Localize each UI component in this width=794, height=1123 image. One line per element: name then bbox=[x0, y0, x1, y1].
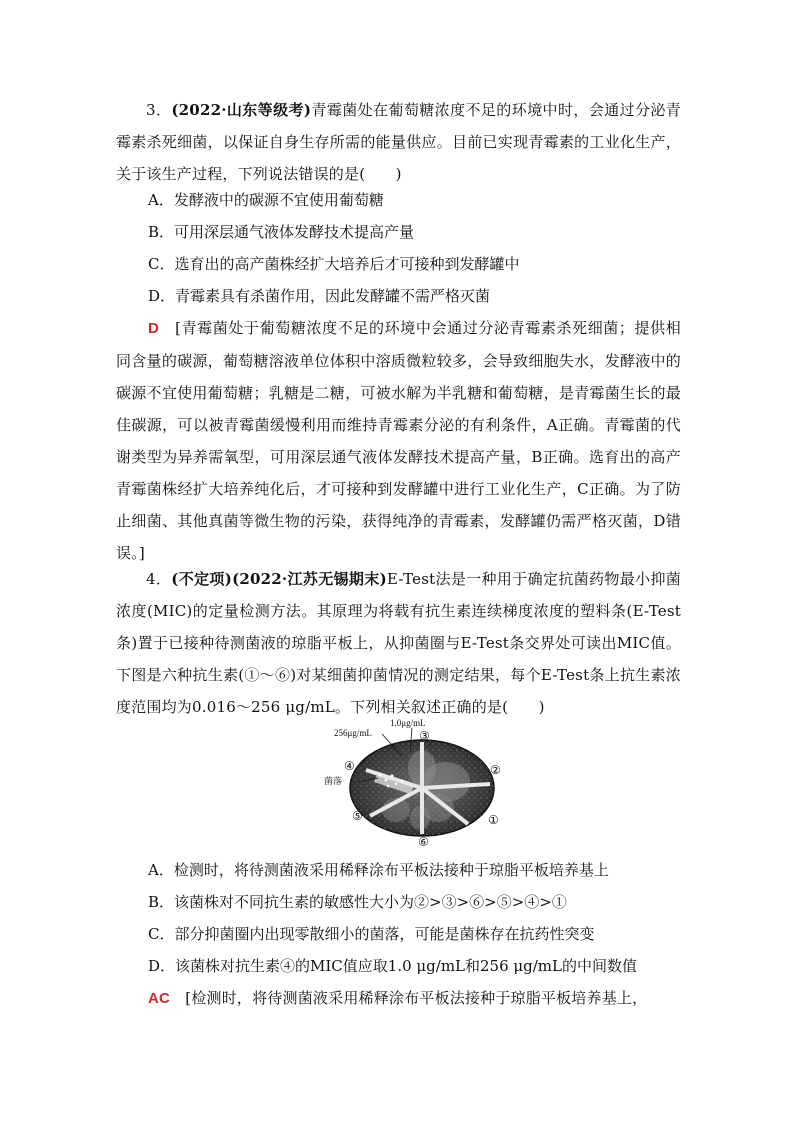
q3-explanation: D [青霉菌处于葡萄糖浓度不足的环境中会通过分泌青霉素杀死细菌；提供相同含量的碳源，葡萄糖溶液单位体积中溶质微粒较多，会导致细胞失水，发酵液中的碳源不宜使用葡萄糖；乳糖是二糖，可被水解为半乳糖和葡萄糖，是青霉菌生长的最佳碳源，可以被青霉菌缓慢利用而维持青霉素分泌的有利条件，A正确。青霉菌的代谢类型为异养需氧型，可用深层通气液体发酵技术提高产量，B正确。选育出的高产青霉菌株经扩大培养纯化后，才可接种到发酵罐中进行工业化生产，C正确。为了防止细菌、其他真菌等微生物的污染，获得纯净的青霉素，发酵罐仍需严格灭菌，D错误。] bbox=[116, 319, 681, 562]
q3-option-c: C．选育出的高产菌株经扩大培养后才可接种到发酵罐中 bbox=[148, 255, 520, 273]
q4-answer: AC bbox=[148, 990, 171, 1007]
q4-explanation: AC [检测时，将待测菌液采用稀释涂布平板法接种于琼脂平板培养基上， bbox=[148, 989, 648, 1007]
q4-option-b: B．该菌株对不同抗生素的敏感性大小为②>③>⑥>⑤>④>① bbox=[148, 893, 567, 911]
q3-stem: 3．(2022·山东等级考)青霉菌处在葡萄糖浓度不足的环境中时，会通过分泌青霉素杀死细菌，以保证自身生存所需的能量供应。目前已实现青霉素的工业化生产，关于该生产过程，下列说法错误的是( ) bbox=[116, 101, 681, 183]
marker-4: ④ bbox=[344, 759, 355, 773]
q3-option-d: D．青霉素具有杀菌作用，因此发酵罐不需严格灭菌 bbox=[148, 287, 491, 305]
q3-option-a: A．发酵液中的碳源不宜使用葡萄糖 bbox=[148, 191, 384, 209]
q4-option-c: C．部分抑菌圈内出现零散细小的菌落，可能是菌株存在抗药性突变 bbox=[148, 925, 595, 943]
q3-option-b: B．可用深层通气液体发酵技术提高产量 bbox=[148, 223, 415, 241]
marker-1: ① bbox=[488, 813, 499, 827]
q4-stem: 4．(不定项)(2022·江苏无锡期末)E-Test法是一种用于确定抗菌药物最小抑菌浓度(MIC)的定量检测方法。其原理为将载有抗生素连续梯度浓度的塑料条(E-Test条)置于已接种待测菌液的琼脂平板上，从抑菌圈与E-Test条交界处可读出MIC值。下图是六种抗生素(①～⑥)对某细菌抑菌情况的测定结果，每个E-Test条上抗生素浓度范围均为0.016～256 μg/mL。下列相关叙述正确的是( ) bbox=[116, 570, 681, 716]
q4-option-d: D．该菌株对抗生素④的MIC值应取1.0 μg/mL和256 μg/mL的中间数值 bbox=[148, 957, 637, 975]
q4-option-a: A．检测时，将待测菌液采用稀释涂布平板法接种于琼脂平板培养基上 bbox=[148, 861, 609, 879]
marker-5: ⑤ bbox=[352, 809, 363, 823]
marker-6: ⑥ bbox=[418, 835, 429, 849]
label-colony: 菌落 bbox=[324, 777, 343, 787]
etest-plate-figure bbox=[318, 712, 518, 850]
marker-2: ② bbox=[490, 763, 501, 777]
label-1: 1.0μg/mL bbox=[390, 718, 426, 728]
marker-3: ③ bbox=[419, 729, 430, 743]
label-256: 256μg/mL bbox=[334, 728, 372, 738]
q3-answer: D bbox=[148, 320, 160, 337]
